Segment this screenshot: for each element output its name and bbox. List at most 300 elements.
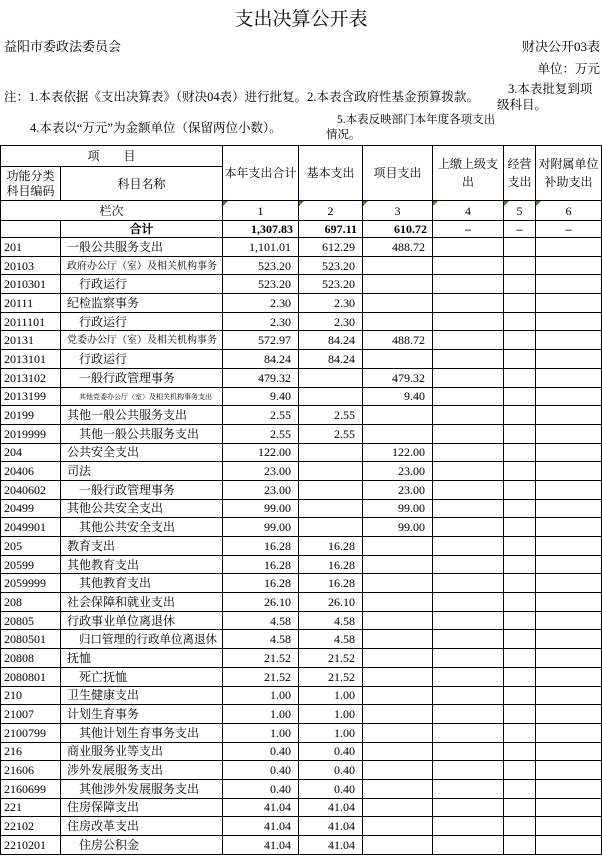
subsidiary-grant-cell [536, 350, 602, 369]
subsidiary-grant-cell [536, 705, 602, 724]
business-expenditure-cell [504, 686, 536, 705]
function-code-header: 功能分类科目编码 [1, 167, 61, 201]
account-name-cell [61, 723, 223, 742]
subsidiary-grant-cell [536, 480, 602, 499]
account-name-cell [61, 275, 223, 294]
upper-remit-cell [433, 798, 504, 817]
project-expenditure-cell [363, 686, 433, 705]
total-expenditure-cell: 1.00 [223, 705, 299, 724]
total-expenditure-cell: 122.00 [223, 443, 299, 462]
account-name: 其他计划生育事务支出 [79, 725, 200, 740]
expenditure-table [0, 145, 602, 855]
account-name-cell [61, 424, 223, 443]
basic-expenditure-cell: 21.52 [299, 649, 363, 668]
project-expenditure-cell [363, 537, 433, 556]
account-name: 其他教育支出 [79, 576, 152, 591]
business-expenditure-cell [504, 667, 536, 686]
upper-remit-cell [433, 667, 504, 686]
project-expenditure-cell: 122.00 [363, 443, 433, 462]
upper-remit-cell [433, 331, 504, 350]
account-name: 社会保障和就业支出 [67, 594, 176, 609]
subsidiary-grant-cell [536, 555, 602, 574]
subsidiary-grant-cell [536, 667, 602, 686]
function-code-cell: 2100799 [1, 723, 61, 742]
subsidiary-grant-cell [536, 462, 602, 481]
business-expenditure-cell [504, 443, 536, 462]
business-expenditure-cell [504, 480, 536, 499]
total-expenditure-cell: 41.04 [223, 817, 299, 836]
total-expenditure-cell: 84.24 [223, 350, 299, 369]
subsidiary-grant-header: 对附属单位补助支出 [536, 146, 602, 201]
account-name-cell [61, 518, 223, 537]
account-name: 一般行政管理事务 [79, 370, 176, 385]
function-code-cell: 2059999 [1, 574, 61, 593]
account-name-cell [61, 667, 223, 686]
total-expenditure-cell: 2.55 [223, 406, 299, 425]
account-name-cell [61, 443, 223, 462]
account-name: 其他一般公共服务支出 [67, 408, 188, 423]
project-expenditure-cell: 479.32 [363, 368, 433, 387]
business-expenditure-cell [504, 499, 536, 518]
table-body [1, 238, 602, 855]
total-expenditure-cell: 41.04 [223, 836, 299, 855]
basic-expenditure-cell [299, 480, 363, 499]
function-code-cell: 20103 [1, 256, 61, 275]
basic-expenditure-cell: 4.58 [299, 630, 363, 649]
total-expenditure-cell: 21.52 [223, 649, 299, 668]
project-expenditure-cell [363, 742, 433, 761]
account-name-cell [61, 312, 223, 331]
function-code-cell: 2011101 [1, 312, 61, 331]
account-name-cell [61, 779, 223, 798]
upper-remit-cell [433, 443, 504, 462]
basic-expenditure-cell: 16.28 [299, 537, 363, 556]
business-expenditure-cell [504, 424, 536, 443]
table-row [1, 275, 602, 294]
column-index: 1 [223, 201, 299, 221]
upper-remit-cell [433, 256, 504, 275]
business-expenditure-cell [504, 817, 536, 836]
table-row [1, 798, 602, 817]
column-index-row [1, 201, 602, 221]
account-name-cell [61, 480, 223, 499]
total-expenditure-cell: 21.52 [223, 667, 299, 686]
note-3-line-2: 级科目。 [497, 98, 548, 112]
subsidiary-grant-cell [536, 574, 602, 593]
project-expenditure-cell [363, 574, 433, 593]
business-expenditure-cell [504, 611, 536, 630]
basic-expenditure-cell: 21.52 [299, 667, 363, 686]
project-expenditure-cell [363, 761, 433, 780]
upper-remit-header: 上缴上级支出 [433, 146, 504, 201]
upper-remit-cell [433, 368, 504, 387]
upper-remit-cell [433, 723, 504, 742]
project-expenditure-cell [363, 798, 433, 817]
upper-remit-cell [433, 817, 504, 836]
table-row [1, 630, 602, 649]
account-name-cell [61, 649, 223, 668]
table-row [1, 667, 602, 686]
basic-expenditure-cell: 16.28 [299, 555, 363, 574]
table-row [1, 537, 602, 556]
basic-expenditure-cell [299, 443, 363, 462]
basic-expenditure-cell: 1.00 [299, 723, 363, 742]
business-expenditure-cell [504, 518, 536, 537]
basic-expenditure-cell: 1.00 [299, 705, 363, 724]
total-expenditure-cell: 16.28 [223, 574, 299, 593]
account-name: 其他公共安全支出 [67, 501, 164, 516]
function-code-cell: 2013101 [1, 350, 61, 369]
upper-remit-cell [433, 537, 504, 556]
total-expenditure-cell: 2.30 [223, 294, 299, 313]
basic-expenditure-cell: 41.04 [299, 798, 363, 817]
business-expenditure-cell [504, 723, 536, 742]
account-name: 行政运行 [79, 351, 128, 366]
function-code-cell: 221 [1, 798, 61, 817]
business-expenditure-cell [504, 836, 536, 855]
subsidiary-grant-cell [536, 761, 602, 780]
table-row [1, 686, 602, 705]
function-code-cell: 208 [1, 593, 61, 612]
unit-label: 单位：万元 [537, 62, 600, 76]
table-row [1, 761, 602, 780]
column-index: 6 [536, 201, 602, 221]
total-expenditure-cell: 1,101.01 [223, 238, 299, 257]
account-name-cell [61, 630, 223, 649]
total-expenditure-cell: 1.00 [223, 686, 299, 705]
table-row [1, 611, 602, 630]
upper-remit-cell [433, 518, 504, 537]
project-expenditure-cell: 23.00 [363, 462, 433, 481]
function-code-cell: 20599 [1, 555, 61, 574]
subsidiary-grant-cell [536, 499, 602, 518]
project-expenditure-cell [363, 424, 433, 443]
business-expenditure-cell [504, 294, 536, 313]
total-expenditure-cell: 572.97 [223, 331, 299, 350]
total-expenditure-cell: 23.00 [223, 480, 299, 499]
project-expenditure-cell [363, 705, 433, 724]
subsidiary-grant-cell [536, 817, 602, 836]
business-expenditure-cell [504, 779, 536, 798]
total-expenditure-cell: 9.40 [223, 387, 299, 406]
subsidiary-grant-cell [536, 368, 602, 387]
upper-remit-cell [433, 836, 504, 855]
basic-expenditure-cell [299, 518, 363, 537]
upper-remit-cell [433, 480, 504, 499]
account-name: 涉外发展服务支出 [67, 763, 164, 778]
total-row-total-value: 1,307.83 [223, 221, 299, 238]
subsidiary-grant-cell [536, 611, 602, 630]
business-expenditure-cell [504, 238, 536, 257]
subsidiary-grant-cell [536, 686, 602, 705]
account-name-cell [61, 499, 223, 518]
account-name: 抚恤 [67, 650, 92, 665]
total-expenditure-cell: 26.10 [223, 593, 299, 612]
upper-remit-cell [433, 649, 504, 668]
basic-expenditure-cell: 2.55 [299, 424, 363, 443]
upper-remit-cell [433, 275, 504, 294]
project-expenditure-cell [363, 406, 433, 425]
total-expenditure-cell: 523.20 [223, 275, 299, 294]
total-expenditure-cell: 1.00 [223, 723, 299, 742]
account-name: 公共安全支出 [67, 445, 140, 460]
total-row-subsidiary-value: – [536, 221, 602, 238]
subsidiary-grant-cell [536, 836, 602, 855]
table-row [1, 779, 602, 798]
upper-remit-cell [433, 499, 504, 518]
business-expenditure-cell [504, 406, 536, 425]
account-name-header: 科目名称 [61, 167, 223, 201]
project-expenditure-cell [363, 667, 433, 686]
basic-expenditure-cell: 523.20 [299, 275, 363, 294]
basic-expenditure-cell: 26.10 [299, 593, 363, 612]
account-name-cell [61, 238, 223, 257]
account-name-cell [61, 256, 223, 275]
subsidiary-grant-cell [536, 723, 602, 742]
subsidiary-grant-cell [536, 256, 602, 275]
table-row [1, 836, 602, 855]
account-name: 住房保障支出 [67, 800, 140, 815]
basic-expenditure-header: 基本支出 [299, 146, 363, 201]
table-row [1, 742, 602, 761]
table-row [1, 331, 602, 350]
business-expenditure-cell [504, 574, 536, 593]
total-expenditure-cell: 41.04 [223, 798, 299, 817]
upper-remit-cell [433, 686, 504, 705]
function-code-cell: 2013199 [1, 387, 61, 406]
table-row [1, 574, 602, 593]
project-expenditure-cell [363, 312, 433, 331]
project-expenditure-cell: 488.72 [363, 331, 433, 350]
project-expenditure-cell [363, 630, 433, 649]
account-name: 其他公共安全支出 [79, 520, 176, 535]
table-row [1, 705, 602, 724]
total-expenditure-cell: 4.58 [223, 611, 299, 630]
business-expenditure-cell [504, 649, 536, 668]
account-name: 司法 [67, 464, 92, 479]
subsidiary-grant-cell [536, 331, 602, 350]
business-expenditure-cell [504, 256, 536, 275]
account-name: 其他涉外发展服务支出 [79, 781, 200, 796]
basic-expenditure-cell: 0.40 [299, 742, 363, 761]
subsidiary-grant-cell [536, 238, 602, 257]
account-name-cell [61, 294, 223, 313]
account-name: 住房改革支出 [67, 819, 140, 834]
table-row [1, 480, 602, 499]
account-name: 其他教育支出 [67, 557, 140, 572]
table-row [1, 593, 602, 612]
subsidiary-grant-cell [536, 275, 602, 294]
note-5-line-1: 5.本表反映部门本年度各项支出 [337, 114, 496, 126]
account-name: 住房公积金 [79, 837, 140, 852]
account-name: 纪检监察事务 [67, 295, 140, 310]
project-expenditure-cell [363, 294, 433, 313]
upper-remit-cell [433, 350, 504, 369]
upper-remit-cell [433, 555, 504, 574]
business-expenditure-cell [504, 275, 536, 294]
basic-expenditure-cell [299, 499, 363, 518]
account-name-cell [61, 611, 223, 630]
total-expenditure-cell: 4.58 [223, 630, 299, 649]
basic-expenditure-cell: 2.30 [299, 312, 363, 331]
project-expenditure-cell: 9.40 [363, 387, 433, 406]
subsidiary-grant-cell [536, 294, 602, 313]
upper-remit-cell [433, 424, 504, 443]
business-expenditure-cell [504, 761, 536, 780]
note-3-line-1: 3.本表批复到项 [508, 82, 593, 96]
total-row-project-value: 610.72 [363, 221, 433, 238]
account-name-cell [61, 761, 223, 780]
note-5 [326, 113, 498, 143]
total-expenditure-cell: 523.20 [223, 256, 299, 275]
project-expenditure-cell [363, 723, 433, 742]
table-row [1, 256, 602, 275]
column-index: 3 [363, 201, 433, 221]
account-name-cell [61, 406, 223, 425]
account-name: 教育支出 [67, 538, 116, 553]
item-group-header: 项目 [1, 146, 223, 167]
subsidiary-grant-cell [536, 537, 602, 556]
account-name-cell [61, 555, 223, 574]
business-expenditure-cell [504, 705, 536, 724]
account-name: 卫生健康支出 [67, 688, 140, 703]
subsidiary-grant-cell [536, 312, 602, 331]
note-3 [497, 81, 601, 113]
column-index: 4 [433, 201, 504, 221]
basic-expenditure-cell: 612.29 [299, 238, 363, 257]
project-expenditure-cell: 23.00 [363, 480, 433, 499]
subsidiary-grant-cell [536, 406, 602, 425]
function-code-cell: 2210201 [1, 836, 61, 855]
subsidiary-grant-cell [536, 742, 602, 761]
total-row [1, 221, 602, 238]
project-expenditure-cell [363, 836, 433, 855]
total-expenditure-cell: 0.40 [223, 779, 299, 798]
account-name-cell [61, 742, 223, 761]
total-expenditure-header: 本年支出合计 [223, 146, 299, 201]
project-expenditure-cell [363, 350, 433, 369]
account-name: 一般公共服务支出 [67, 239, 164, 254]
business-expenditure-cell [504, 593, 536, 612]
table-row [1, 350, 602, 369]
account-name-cell [61, 387, 223, 406]
function-code-cell: 22102 [1, 817, 61, 836]
total-expenditure-cell: 2.30 [223, 312, 299, 331]
business-expenditure-cell [504, 555, 536, 574]
upper-remit-cell [433, 238, 504, 257]
table-row [1, 368, 602, 387]
business-expenditure-cell [504, 742, 536, 761]
basic-expenditure-cell: 523.20 [299, 256, 363, 275]
function-code-cell: 2049901 [1, 518, 61, 537]
total-expenditure-cell: 99.00 [223, 518, 299, 537]
table-row [1, 387, 602, 406]
account-name-cell [61, 331, 223, 350]
total-row-basic-value: 697.11 [299, 221, 363, 238]
basic-expenditure-cell: 84.24 [299, 350, 363, 369]
function-code-cell: 2010301 [1, 275, 61, 294]
account-name: 党委办公厅（室）及相关机构事务 [67, 335, 217, 347]
business-expenditure-cell [504, 350, 536, 369]
column-index-label: 栏次 [1, 201, 223, 221]
account-name-cell [61, 593, 223, 612]
function-code-cell: 20406 [1, 462, 61, 481]
basic-expenditure-cell: 4.58 [299, 611, 363, 630]
upper-remit-cell [433, 705, 504, 724]
project-expenditure-cell [363, 817, 433, 836]
table-row [1, 817, 602, 836]
function-code-cell: 20131 [1, 331, 61, 350]
basic-expenditure-cell: 0.40 [299, 761, 363, 780]
function-code-cell: 21606 [1, 761, 61, 780]
account-name: 归口管理的行政单位离退休 [79, 633, 217, 646]
subsidiary-grant-cell [536, 630, 602, 649]
account-name-cell [61, 705, 223, 724]
upper-remit-cell [433, 779, 504, 798]
total-expenditure-cell: 479.32 [223, 368, 299, 387]
table-row [1, 424, 602, 443]
basic-expenditure-cell [299, 462, 363, 481]
function-code-cell: 2160699 [1, 779, 61, 798]
total-expenditure-cell: 99.00 [223, 499, 299, 518]
total-row-code-cell [1, 221, 61, 238]
business-expenditure-cell [504, 798, 536, 817]
function-code-cell: 2080501 [1, 630, 61, 649]
business-expenditure-cell [504, 462, 536, 481]
account-name: 其他一般公共服务支出 [79, 426, 200, 441]
total-expenditure-cell: 0.40 [223, 742, 299, 761]
table-row [1, 406, 602, 425]
total-expenditure-cell: 23.00 [223, 462, 299, 481]
account-name-cell [61, 836, 223, 855]
function-code-cell: 20499 [1, 499, 61, 518]
form-code: 财决公开03表 [521, 39, 600, 54]
table-row [1, 312, 602, 331]
project-expenditure-cell [363, 649, 433, 668]
function-code-cell: 2019999 [1, 424, 61, 443]
table-row [1, 294, 602, 313]
function-code-cell: 20808 [1, 649, 61, 668]
project-expenditure-cell: 99.00 [363, 499, 433, 518]
function-code-cell: 20111 [1, 294, 61, 313]
function-code-cell: 210 [1, 686, 61, 705]
project-expenditure-header: 项目支出 [363, 146, 433, 201]
upper-remit-cell [433, 387, 504, 406]
function-code-cell: 201 [1, 238, 61, 257]
basic-expenditure-cell: 2.55 [299, 406, 363, 425]
function-code-cell: 20805 [1, 611, 61, 630]
project-expenditure-cell: 99.00 [363, 518, 433, 537]
header-row-1 [1, 146, 602, 167]
function-code-cell: 2013102 [1, 368, 61, 387]
total-row-upper-value: – [433, 221, 504, 238]
account-name: 计划生育事务 [67, 707, 140, 722]
upper-remit-cell [433, 294, 504, 313]
total-expenditure-cell: 16.28 [223, 555, 299, 574]
note-4: 4.本表以“万元”为金额单位（保留两位小数）。 [30, 121, 282, 135]
function-code-cell: 20199 [1, 406, 61, 425]
business-expenditure-cell [504, 368, 536, 387]
business-expenditure-cell [504, 537, 536, 556]
total-row-label: 合计 [61, 221, 223, 238]
project-expenditure-cell: 488.72 [363, 238, 433, 257]
function-code-cell: 21007 [1, 705, 61, 724]
upper-remit-cell [433, 611, 504, 630]
upper-remit-cell [433, 574, 504, 593]
note-1-2: 注：1.本表依据《支出决算表》（财决04表）进行批复。2.本表含政府性基金预算拨款。 [4, 90, 480, 104]
subsidiary-grant-cell [536, 779, 602, 798]
upper-remit-cell [433, 462, 504, 481]
